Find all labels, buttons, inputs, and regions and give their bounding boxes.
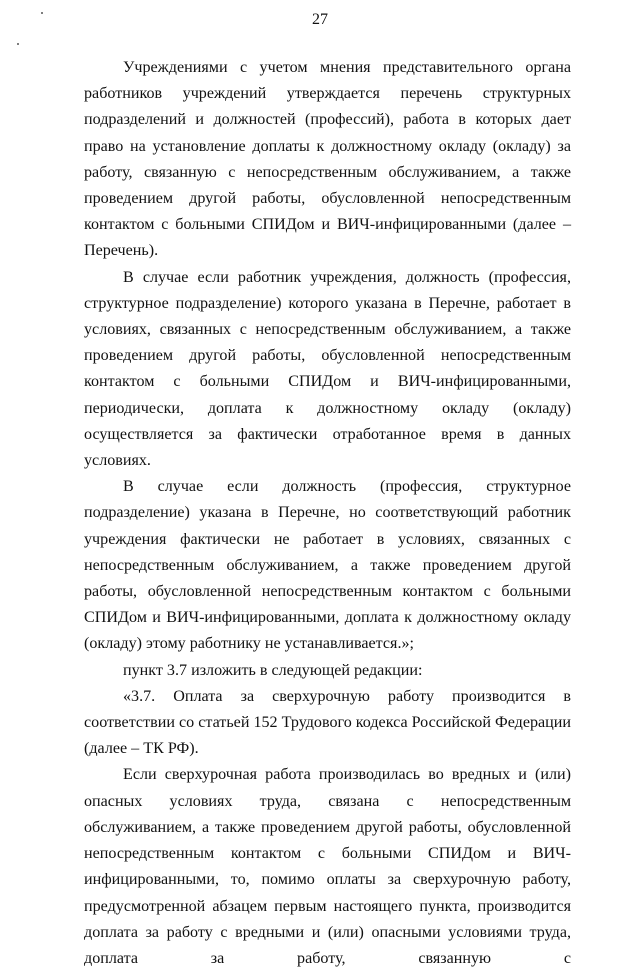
- paragraph-list-approval: Учреждениями с учетом мнения представительного органа работников учреждений утверждается перечень структурных подразделений и должностей (профессий), работа в которых дает право на установление доплаты к должностному окладу (окладу) за работу, связанную с непосредственным обслуживанием, а также проведением другой работы, обусловленной непосредственным контактом с больными СПИДом и ВИЧ-инфицированными (далее – Перечень).: [84, 59, 571, 260]
- document-body: [84, 55, 571, 972]
- page-number: 27: [312, 11, 328, 28]
- paragraph-overtime-pay: «3.7. Оплата за сверхурочную работу производится в соответствии со статьей 152 Трудового кодекса Российской Федерации (далее – ТК РФ).: [84, 687, 571, 758]
- scan-speck: [17, 43, 19, 45]
- paragraph-no-surcharge: В случае если должность (профессия, структурное подразделение) указана в Перечне, но соответствующий работник учреждения фактически не работает в условиях, связанных с непосредственным обслуживанием, а также проведением другой работы, обусловленной непосредственным контактом с больными СПИДом и ВИЧ-инфицированными, доплата к должностному окладу (окладу) этому работнику не устанавливается.»;: [84, 478, 571, 653]
- paragraph-overtime-hazardous: Если сверхурочная работа производилась во вредных и (или) опасных условиях труда, связана с непосредственным обслуживанием, а также проведением другой работы, обусловленной непосредственным контактом с больными СПИДом и ВИЧ-инфицированными, то, помимо оплаты за сверхурочную работу, предусмотренной абзацем первым настоящего пункта, производится доплата за работу с вредными и (или) опасными условиями труда, доплата за работу, связанную с: [84, 766, 571, 967]
- paragraph-amendment-instruction: пункт 3.7 изложить в следующей редакции:: [123, 661, 423, 679]
- paragraph-periodic-work: В случае если работник учреждения, должность (профессия, структурное подразделение) которого указана в Перечне, работает в условиях, связанных с непосредственным обслуживанием, а также проведением другой работы, обусловленной непосредственным контактом с больными СПИДом и ВИЧ-инфицированными, периодически, доплата к должностному окладу (окладу) осуществляется за фактически отработанное время в данных условиях.: [84, 268, 571, 470]
